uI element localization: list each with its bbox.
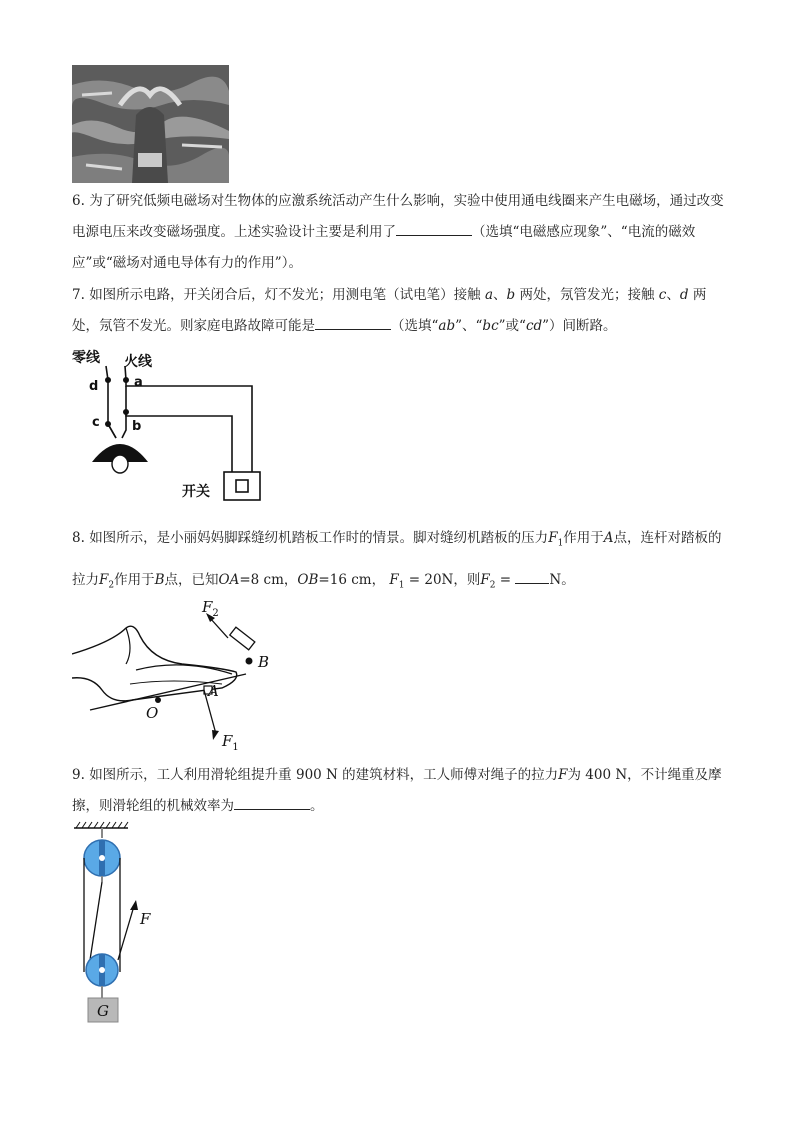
question-7: 7. 如图所示电路，开关闭合后，灯不发光；用测电笔（试电笔）接触 a、b 两处，氖管发光；接触 c、d 两处，氖管不发光。则家庭电路故障可能是 （选填“ab”、“bc”或“cd”）间断路。 [72, 287, 707, 334]
live-wire-label: 火线 [124, 354, 152, 370]
force-f-label: F [140, 910, 151, 928]
point-b-dot [246, 658, 253, 665]
pivot-o-label: O [146, 704, 159, 722]
point-a-label: A [208, 682, 219, 700]
neutral-wire-label: 零线 [72, 350, 100, 366]
switch-label: 开关 [182, 484, 210, 500]
connecting-rod [230, 627, 255, 650]
experiment-photo [72, 65, 229, 183]
weight-g-label: G [97, 1002, 109, 1020]
pedal-figure [72, 598, 292, 750]
answer-blank-8[interactable] [515, 568, 549, 584]
pivot-o-dot [155, 697, 161, 703]
question-9: 9. 如图所示，工人利用滑轮组提升重 900 N 的建筑材料，工人师傅对绳子的拉力F为 400 N，不计绳重及摩擦，则滑轮组的机械效率为 。 [72, 767, 722, 814]
question-6: 6. 为了研究低频电磁场对生物体的应激系统活动产生什么影响，实验中使用通电线圈来产生电磁场，通过改变电源电压来改变磁场强度。上述实验设计主要是利用了 （选填“电磁感应现象”、“电流的磁效应”或“磁场对通电导体有力的作用”）。 [72, 193, 724, 271]
f1-label: $F_1$ [222, 732, 239, 750]
point-a-label: a [134, 375, 143, 390]
point-b-label: B [258, 653, 270, 671]
point-c-label: c [92, 415, 100, 430]
answer-blank-7[interactable] [315, 314, 391, 330]
question-8: 8. 如图所示，是小丽妈妈脚踩缝纫机踏板工作时的情景。脚对缝纫机踏板的压力$F_1$作用于A点，连杆对踏板的拉力$F_2$作用于B点，已知OA=8 cm，OB=16 cm， $F_1 = 20N$，则$F_2 = N$。 [72, 530, 722, 591]
point-b-label: b [132, 419, 142, 434]
answer-blank-9[interactable] [234, 794, 310, 810]
circuit-figure [72, 346, 272, 506]
pulley-figure [72, 820, 172, 1026]
answer-blank-6[interactable] [396, 220, 472, 236]
f2-label: $F_2$ [202, 598, 219, 619]
point-d-label: d [89, 379, 99, 394]
